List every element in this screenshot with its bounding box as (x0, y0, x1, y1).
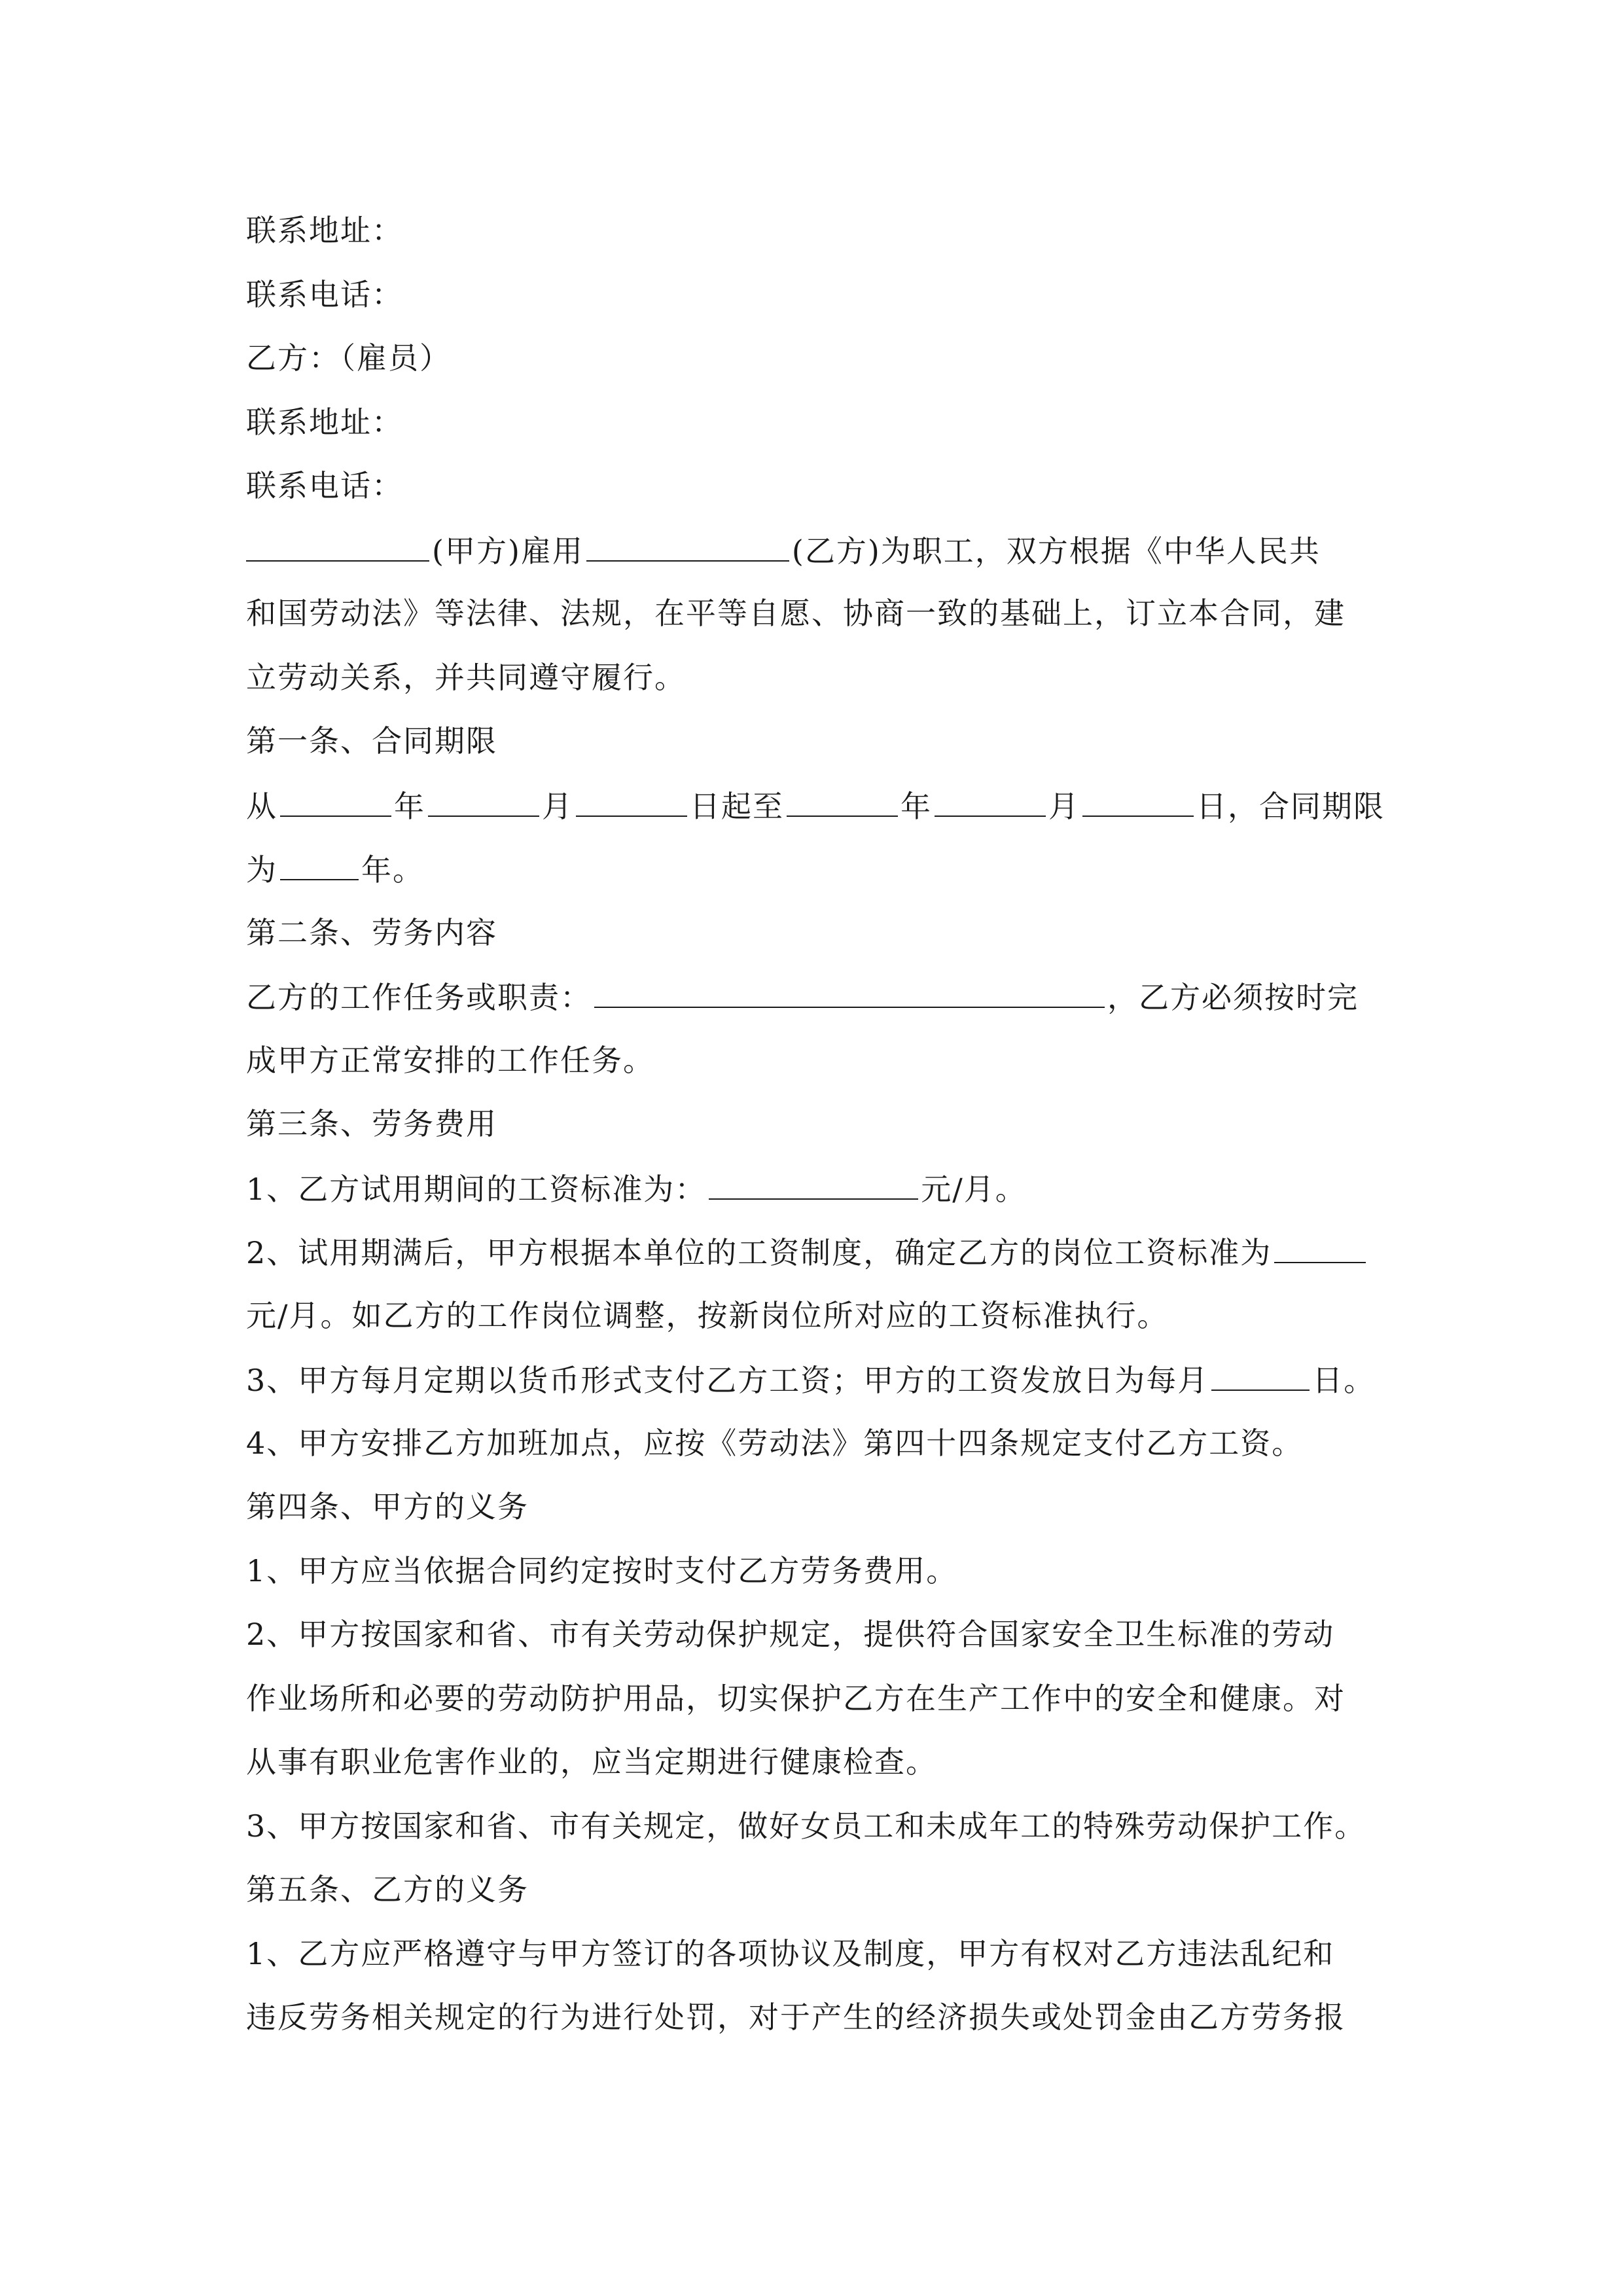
text: 违反劳务相关规定的行为进行处罚，对于产生的经济损失或处罚金由乙方劳务报 (246, 2000, 1346, 2035)
intro-line-3 (246, 658, 1398, 722)
article-2-title (246, 913, 1398, 977)
post-salary-blank (1274, 1232, 1366, 1263)
text: 联系电话： (246, 276, 403, 312)
article-2-line-1 (246, 977, 1398, 1041)
text: 4、甲方安排乙方加班加点，应按《劳动法》第四十四条规定支付乙方工资。 (246, 1425, 1304, 1461)
text: 成甲方正常安排的工作任务。 (246, 1042, 654, 1078)
article-5-item-1-line-2 (246, 1998, 1398, 2062)
text: 立劳动关系，并共同遵守履行。 (246, 659, 686, 695)
article-3-item-1 (246, 1168, 1398, 1232)
article-4-item-2-line-2 (246, 1679, 1398, 1743)
text: 元/月。 (921, 1171, 1027, 1207)
text: 联系电话： (246, 468, 403, 503)
text: 第五条、乙方的义务 (246, 1872, 529, 1907)
article-4-item-3 (246, 1806, 1398, 1871)
text: 联系地址： (246, 404, 403, 440)
article-3-item-2-line-2 (246, 1296, 1398, 1360)
payday-blank (1211, 1359, 1310, 1391)
text: 第二条、劳务内容 (246, 914, 497, 950)
duties-blank (594, 977, 1105, 1008)
text: 日，合同期限 (1196, 788, 1385, 824)
end-month-blank (935, 785, 1046, 817)
contract-body (246, 211, 1398, 2062)
text: 3、甲方按国家和省、市有关规定，做好女员工和未成年工的特殊劳动保护工作。 (246, 1808, 1366, 1844)
article-4-item-2-line-3 (246, 1742, 1398, 1806)
article-1-line-2 (246, 849, 1398, 913)
start-day-blank (576, 785, 687, 817)
end-year-blank (787, 785, 898, 817)
article-2-line-2 (246, 1041, 1398, 1105)
text: 第四条、甲方的义务 (246, 1489, 529, 1524)
article-5-title (246, 1870, 1398, 1934)
text: 从事有职业危害作业的，应当定期进行健康检查。 (246, 1744, 937, 1780)
article-3-item-4 (246, 1424, 1398, 1488)
start-year-blank (280, 785, 391, 817)
text: 从 (246, 788, 277, 824)
party-b-name-blank (586, 530, 789, 562)
end-day-blank (1082, 785, 1194, 817)
text: 1、乙方试用期间的工资标准为： (246, 1171, 707, 1207)
party-b-address-line (246, 403, 1398, 467)
party-b-line (246, 338, 1398, 403)
text: 为 (246, 852, 277, 888)
start-month-blank (428, 785, 539, 817)
article-4-item-1 (246, 1551, 1398, 1615)
text: 元/月。如乙方的工作岗位调整，按新岗位所对应的工资标准执行。 (246, 1297, 1169, 1333)
party-a-phone-line (246, 275, 1398, 339)
article-3-item-2-line-1 (246, 1232, 1398, 1296)
text: 联系地址： (246, 213, 403, 248)
text: 作业场所和必要的劳动防护用品，切实保护乙方在生产工作中的安全和健康。对 (246, 1680, 1346, 1716)
text: 年。 (361, 852, 424, 888)
party-b-phone-line (246, 466, 1398, 530)
text: 乙方的工作任务或职责： (246, 980, 592, 1015)
text: 第三条、劳务费用 (246, 1106, 497, 1141)
text: 1、乙方应严格遵守与甲方签订的各项协议及制度，甲方有权对乙方违法乱纪和 (246, 1935, 1335, 1971)
intro-line-2 (246, 594, 1398, 658)
article-3-item-3 (246, 1359, 1398, 1424)
term-years-blank (280, 849, 359, 880)
article-4-title (246, 1487, 1398, 1551)
text: 月 (1048, 788, 1080, 824)
text: (甲方)雇用 (432, 533, 584, 569)
text: 第一条、合同期限 (246, 723, 497, 759)
text: 日起至 (690, 788, 784, 824)
party-a-name-blank (246, 530, 429, 562)
party-a-address-line (246, 211, 1398, 275)
text: 月 (542, 788, 573, 824)
text: 乙方：（雇员） (246, 340, 451, 376)
text: 年 (394, 788, 425, 824)
text: 和国劳动法》等法律、法规，在平等自愿、协商一致的基础上，订立本合同，建 (246, 596, 1346, 631)
article-3-title (246, 1104, 1398, 1168)
article-4-item-2-line-1 (246, 1615, 1398, 1679)
text: 2、甲方按国家和省、市有关劳动保护规定，提供符合国家安全卫生标准的劳动 (246, 1617, 1335, 1652)
text: 年 (901, 788, 932, 824)
text: 3、甲方每月定期以货币形式支付乙方工资；甲方的工资发放日为每月 (246, 1363, 1209, 1398)
intro-line-1 (246, 530, 1398, 594)
text: (乙方)为职工，双方根据《中华人民共 (791, 533, 1321, 569)
text: 2、试用期满后，甲方根据本单位的工资制度，确定乙方的岗位工资标准为 (246, 1235, 1272, 1270)
text: 日。 (1312, 1363, 1376, 1398)
article-1-title (246, 721, 1398, 785)
article-5-item-1-line-1 (246, 1934, 1398, 1998)
text: 1、甲方应当依据合同约定按时支付乙方劳务费用。 (246, 1552, 958, 1588)
probation-salary-blank (709, 1168, 918, 1200)
article-1-line-1 (246, 785, 1398, 850)
text: ，乙方必须按时完 (1107, 980, 1359, 1015)
